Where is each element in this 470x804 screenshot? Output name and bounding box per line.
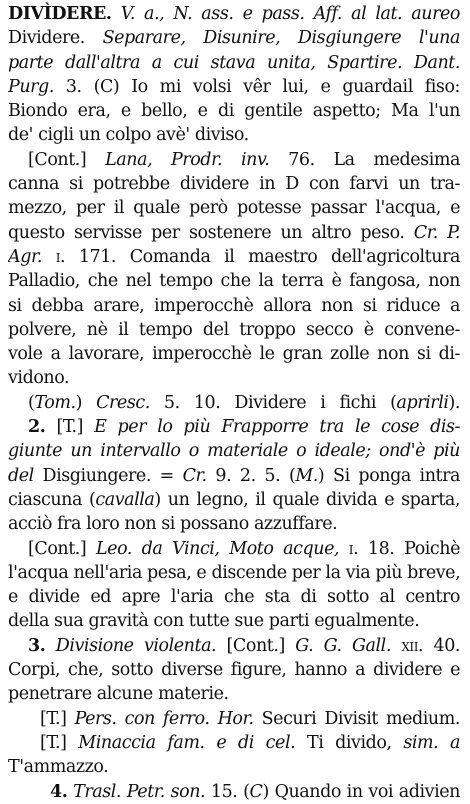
text-segment: 3.	[28, 635, 46, 656]
text-segment: e divide ed apre l'aria che sta di sotto al centro	[8, 587, 460, 608]
text-segment: . 18. Poichè	[353, 538, 460, 559]
text-segment: ) Si ponga intra	[317, 465, 460, 486]
text-segment: Tom.	[34, 392, 76, 413]
text-segment: Agr.	[8, 246, 43, 267]
text-segment: V. a., N. ass. e pass. Aff. al lat. aureo	[120, 4, 460, 24]
text-segment: penetrare alcune materie.	[8, 684, 229, 705]
text-line	[8, 318, 460, 342]
text-segment: (	[28, 392, 35, 413]
text-segment: acciò fra loro non si possano azzuffare.	[8, 514, 338, 535]
text-segment: de' cigli un colpo avè' diviso.	[8, 125, 249, 146]
text-line	[8, 75, 460, 99]
text-segment: Minaccia fam. e di cel.	[78, 732, 296, 753]
text-segment: vidono.	[8, 368, 70, 389]
text-segment: l'acqua nell'aria pesa, e discende per la via più breve,	[8, 562, 460, 583]
text-segment	[42, 247, 56, 267]
text-segment: Cr.	[182, 465, 207, 486]
text-segment: Palladio, che nel tempo che la terra è fangosa, non	[8, 271, 460, 292]
text-segment: T'ammazzo.	[8, 757, 109, 778]
text-segment: Lana, Prodr. inv.	[105, 149, 270, 170]
text-segment: parte dall'altra a cui stava unita, Spartire. Dant.	[8, 52, 460, 73]
text-segment: Corpi, che, sotto diverse figure, hanno a dividere e	[8, 660, 460, 681]
text-segment	[112, 4, 121, 24]
text-line	[8, 51, 460, 75]
text-segment: i	[55, 246, 61, 267]
text-line	[8, 342, 460, 366]
text-segment: aprirli	[396, 392, 449, 413]
text-segment: [T.]	[40, 708, 75, 729]
text-segment: Dividere.	[8, 28, 103, 49]
text-segment: E per lo più Frapporre tra le cose dis-	[94, 417, 460, 438]
text-segment	[45, 636, 55, 656]
text-line	[8, 755, 460, 779]
text-line	[8, 172, 460, 196]
text-line	[8, 221, 460, 245]
text-line	[8, 2, 460, 26]
text-segment: C	[249, 781, 263, 802]
text-segment: Securi Divisit medium.	[253, 708, 460, 729]
text-line	[8, 245, 460, 269]
text-segment: [T.]	[45, 417, 95, 438]
text-segment: [Cont.]	[216, 635, 296, 656]
text-segment: Biondo era, e bello, e di gentile aspetto; Ma l'un	[8, 101, 460, 122]
text-line	[8, 294, 460, 318]
text-segment: Pers. con ferro. Hor.	[74, 708, 254, 729]
text-segment: sim. a	[403, 732, 460, 753]
text-segment: 9. 2. 5. (	[206, 465, 296, 486]
text-segment: ) Quando in voi adivien	[262, 781, 460, 802]
text-line	[8, 488, 460, 512]
text-line	[8, 148, 460, 172]
text-segment	[391, 636, 401, 656]
text-line	[8, 391, 460, 415]
text-line	[8, 780, 460, 804]
text-segment: 3. (C) Io mi volsi vêr lui, e guardail fiso:	[53, 76, 460, 97]
text-segment: polvere, nè il tempo del troppo secco è convene-	[8, 319, 460, 340]
text-segment: ciascuna (	[8, 489, 96, 510]
text-line	[8, 269, 460, 293]
text-segment: 76. La medesima	[269, 149, 460, 170]
text-segment: ).	[448, 392, 460, 413]
text-line	[8, 682, 460, 706]
text-segment: Leo. da Vinci, Moto acque,	[96, 538, 340, 559]
text-line	[8, 123, 460, 147]
text-line	[8, 585, 460, 609]
text-segment: 2.	[28, 417, 46, 438]
text-segment	[339, 539, 349, 559]
text-segment: [Cont.]	[28, 149, 106, 170]
text-segment: xii	[401, 635, 419, 656]
text-segment: Separare, Disunire, Disgiungere l'una	[102, 28, 460, 49]
text-line	[8, 366, 460, 390]
text-segment: . 40.	[418, 635, 460, 656]
text-line	[8, 512, 460, 536]
text-segment: giunte un intervallo o materiale o ideale; ond'è più	[8, 441, 460, 462]
text-segment: Cr. P.	[413, 222, 460, 243]
text-segment: cavalla	[95, 489, 155, 510]
text-segment: ) un legno, il quale divida e sparta,	[154, 489, 460, 510]
text-line	[8, 561, 460, 585]
text-segment: questo servisse per sostenere un altro peso.	[8, 222, 414, 243]
text-segment: Cresc.	[96, 392, 150, 413]
text-line	[8, 609, 460, 633]
text-segment: 15. (	[205, 781, 250, 802]
text-segment: Ti divido,	[295, 732, 404, 753]
text-segment: G. G. Gall.	[295, 635, 391, 656]
text-segment: canna si potrebbe dividere in D con farvi un tra-	[8, 174, 460, 195]
text-segment: vole a lavorare, imperocchè le gran zolle non si di-	[8, 344, 460, 365]
text-segment: [Cont.]	[28, 538, 96, 559]
text-line	[8, 464, 460, 488]
text-segment: Disgiungere. =	[33, 465, 183, 486]
text-line	[8, 707, 460, 731]
text-line	[8, 658, 460, 682]
text-segment: 5. 10. Dividere i fichi (	[149, 392, 397, 413]
text-segment: del	[8, 465, 34, 486]
text-segment: si debba arare, imperocchè allora non si riduce a	[8, 295, 460, 316]
text-line	[8, 99, 460, 123]
text-segment: [T.]	[40, 732, 79, 753]
text-segment: M.	[295, 465, 318, 486]
text-line	[8, 196, 460, 220]
text-line	[8, 537, 460, 561]
text-segment: )	[75, 392, 97, 413]
text-segment: Divisione violenta.	[55, 635, 217, 656]
text-segment: Purg.	[8, 76, 54, 97]
text-segment: mezzo, per il quale però potesse passar l'acqua, e	[8, 198, 460, 219]
text-line	[8, 26, 460, 50]
text-segment: 4.	[50, 781, 68, 802]
text-segment: Trasl. Petr. son.	[73, 781, 206, 802]
text-segment: i	[348, 538, 354, 559]
text-segment: della sua gravità con tutte sue parti egualmente.	[8, 611, 420, 632]
text-line	[8, 731, 460, 755]
text-line	[8, 439, 460, 463]
text-segment: . 171. Comanda il maestro dell'agricoltura	[60, 246, 460, 267]
text-segment: DIVÌDERE.	[8, 4, 112, 24]
text-line	[8, 415, 460, 439]
text-line	[8, 634, 460, 658]
